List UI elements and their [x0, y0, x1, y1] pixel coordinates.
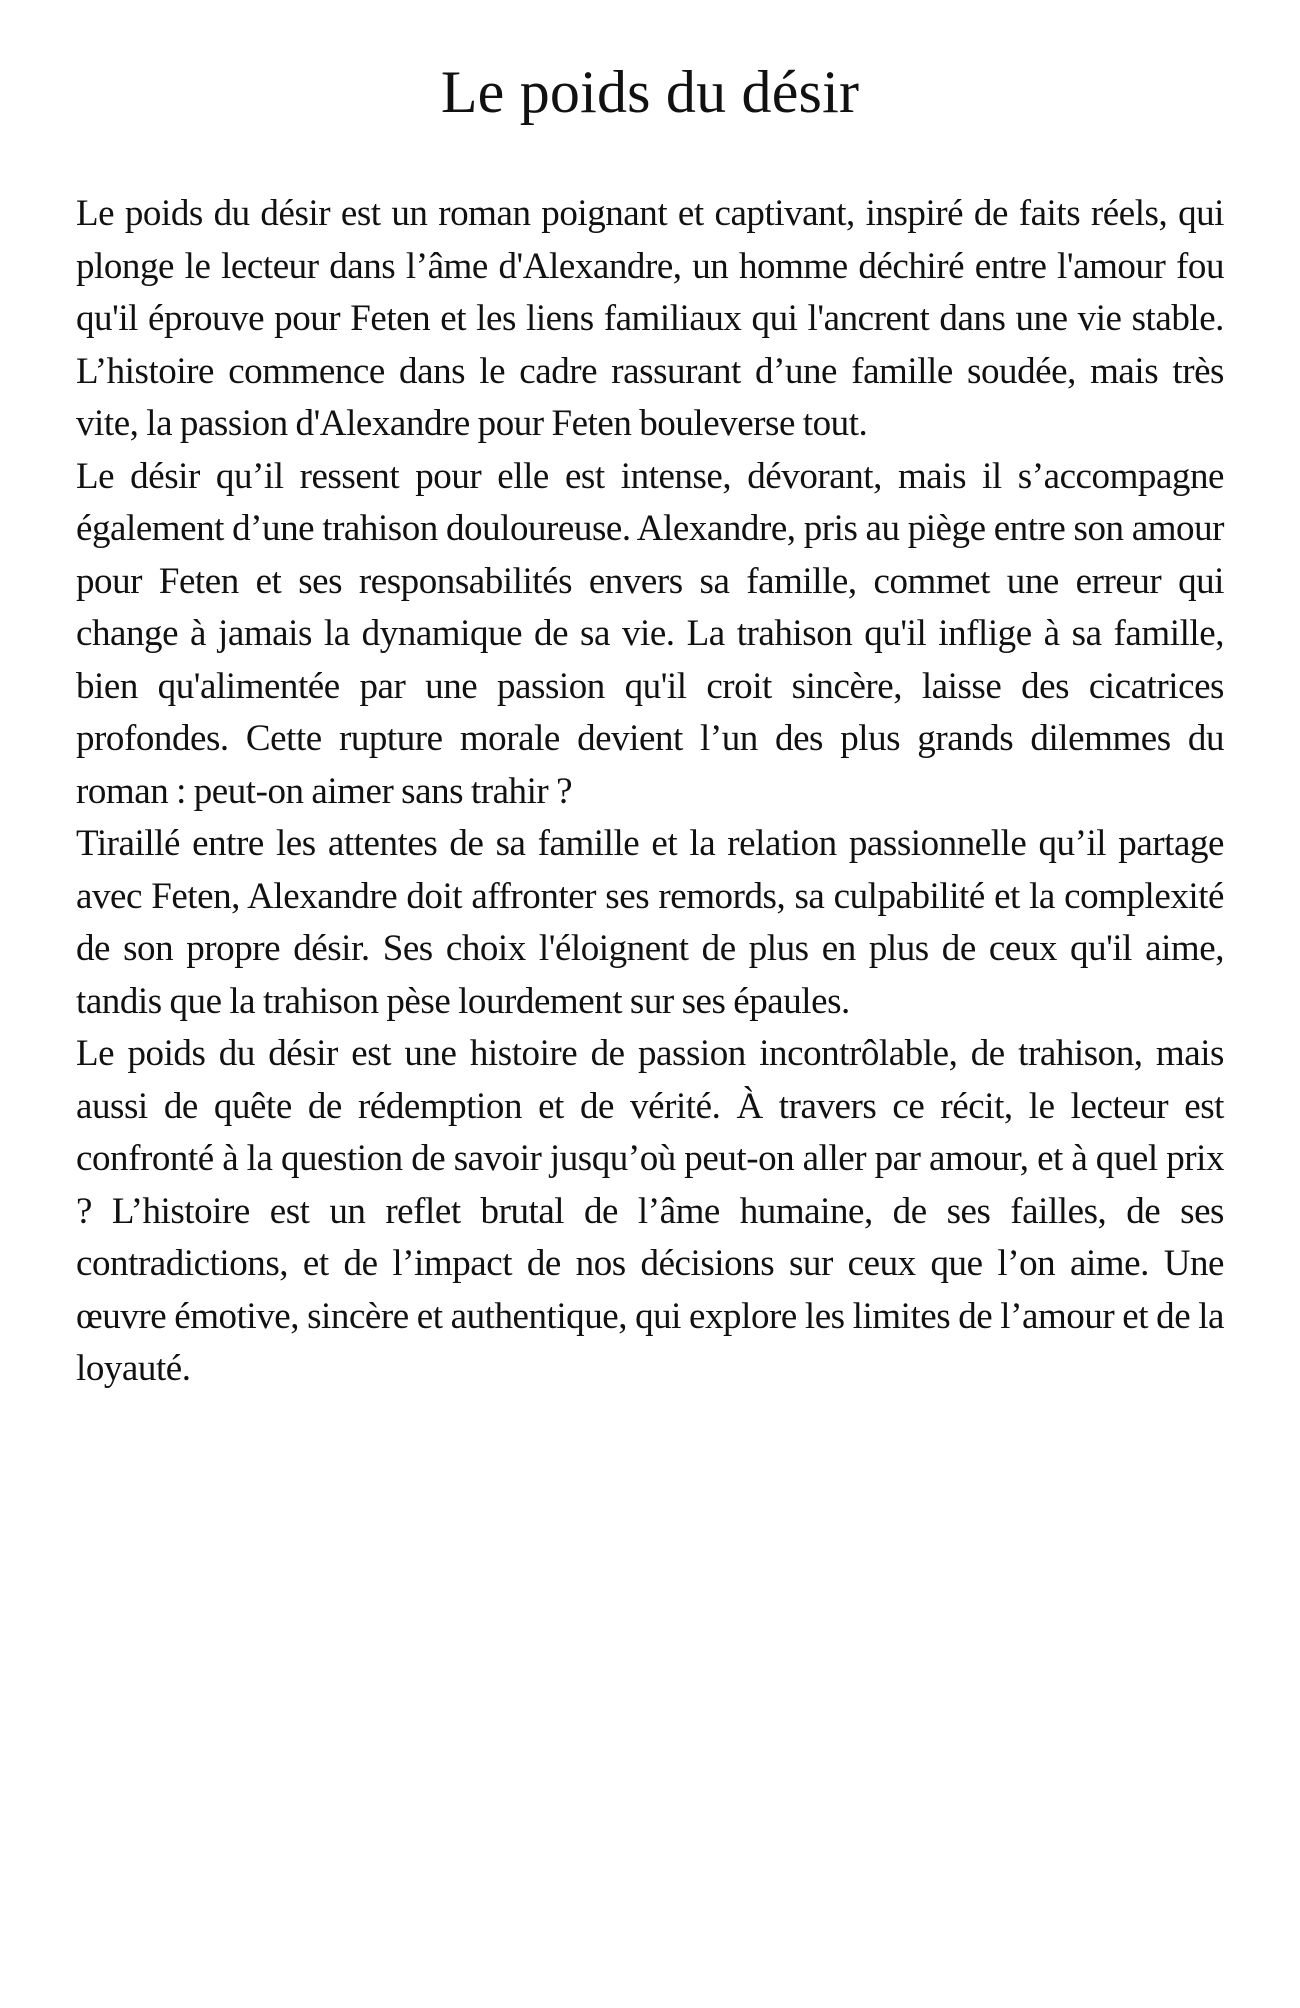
paragraph-2: Le désir qu’il ressent pour elle est intense, dévorant, mais il s’accompagne également d’une trahison douloureuse. Alexandre, pris au piège entre son amour pour Feten et ses responsabilités envers sa famille, commet une erreur qui change à jamais la dynamique de sa vie. La trahison qu'il inflige à sa famille, bien qu'alimentée par une passion qu'il croit sincère, laisse des cicatrices profondes. Cette rupture morale devient l’un des plus grands dilemmes du roman : peut-on aimer sans trahir ? — [76, 455, 1224, 812]
paragraph-4: Le poids du désir est une histoire de passion incontrôlable, de trahison, mais aussi de quête de rédemption et de vérité. À travers ce récit, le lecteur est confronté à la question de savoir jusqu’où peut-on aller par amour, et à quel prix ? L’histoire est un reflet brutal de l’âme humaine, de ses failles, de ses contradictions, et de l’impact de nos décisions sur ceux que l’on aime. Une œuvre émotive, sincère et authentique, qui explore les limites de l’amour et de la loyauté. — [76, 1033, 1224, 1389]
page-title: Le poids du désir — [440, 59, 860, 125]
book-synopsis — [76, 188, 1224, 1396]
paragraph-1: Le poids du désir est un roman poignant et captivant, inspiré de faits réels, qui plonge le lecteur dans l’âme d'Alexandre, un homme déchiré entre l'amour fou qu'il éprouve pour Feten et les liens familiaux qui l'ancrent dans une vie stable. L’histoire commence dans le cadre rassurant d’une famille soudée, mais très vite, la passion d'Alexandre pour Feten bouleverse tout. — [76, 193, 1224, 444]
paragraph-3: Tiraillé entre les attentes de sa famille et la relation passionnelle qu’il partage avec Feten, Alexandre doit affronter ses remords, sa culpabilité et la complexité de son propre désir. Ses choix l'éloignent de plus en plus de ceux qu'il aime, tandis que la trahison pèse lourdement sur ses épaules. — [76, 823, 1224, 1022]
